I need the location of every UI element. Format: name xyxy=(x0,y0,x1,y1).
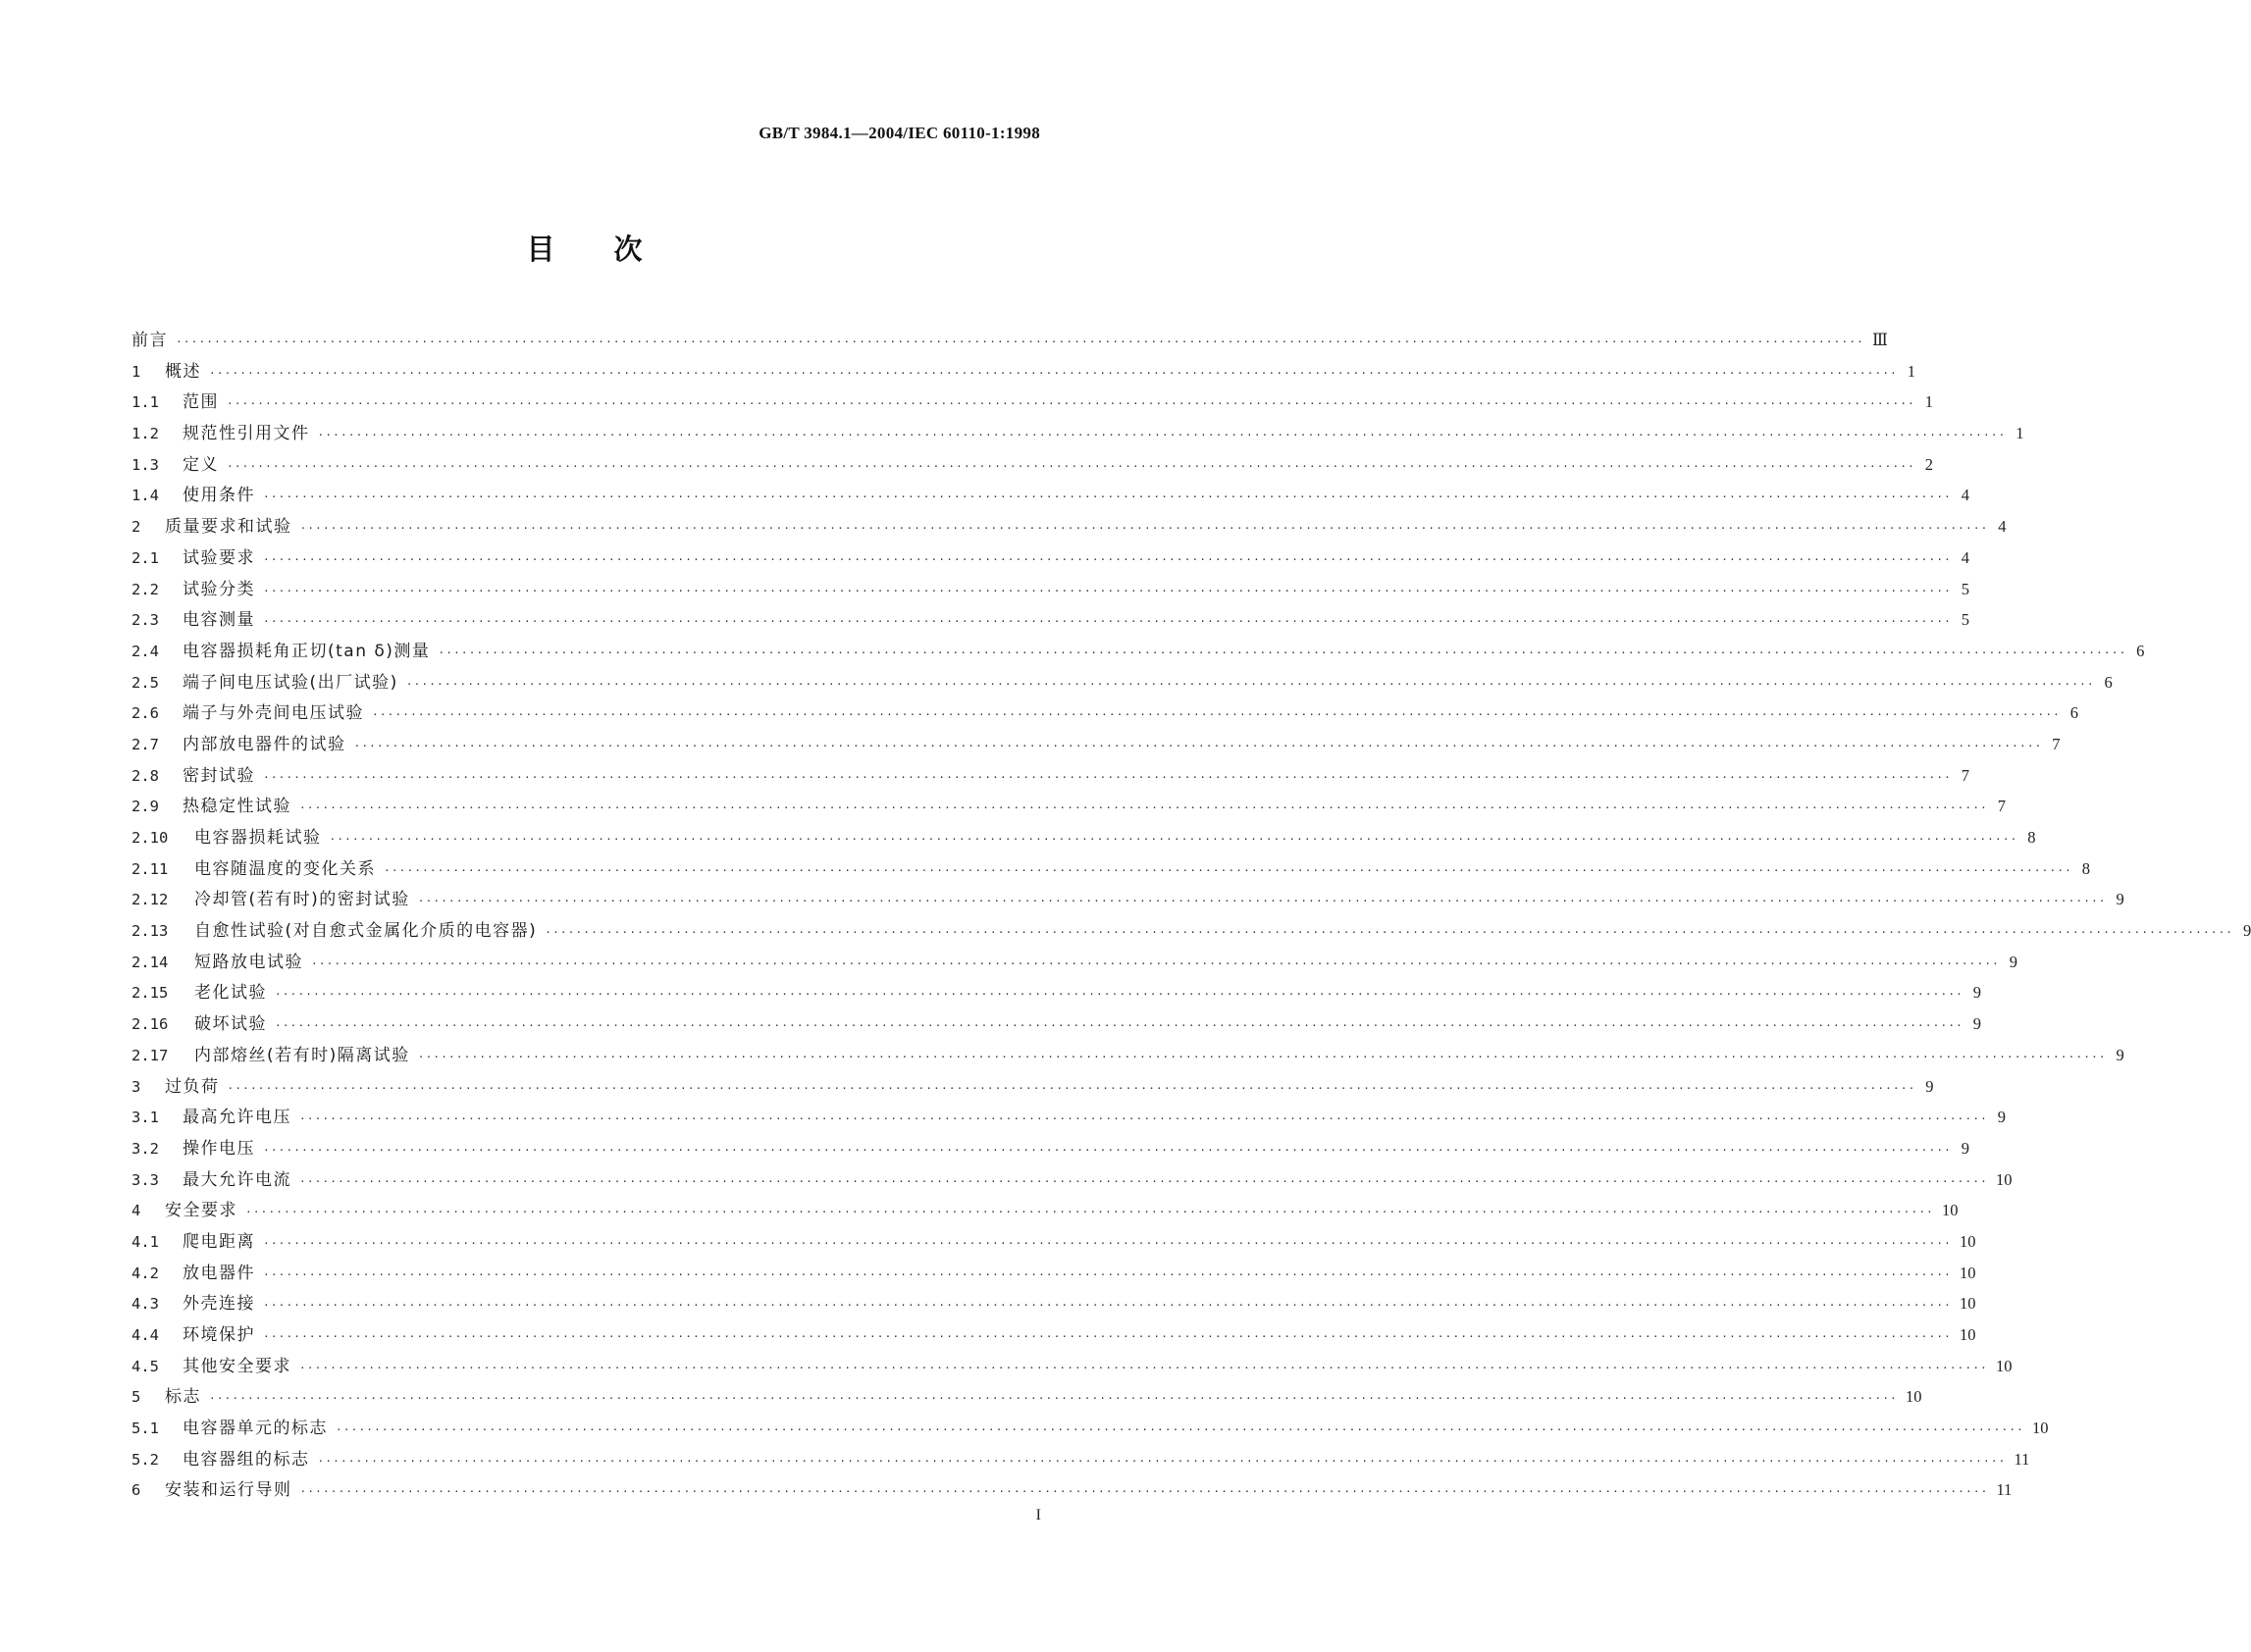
toc-entry-page: 1 xyxy=(1924,392,1933,412)
dot-leader: ···························································································································································································································· xyxy=(299,1361,1988,1374)
toc-entry-number: 2.16 xyxy=(131,1015,169,1034)
toc-entry-title: 电容器组的标志 xyxy=(183,1449,310,1470)
toc-entry[interactable] xyxy=(131,1072,1934,1104)
toc-entry-title: 范围 xyxy=(183,392,219,413)
toc-entry-number: 2.11 xyxy=(131,859,169,878)
toc-entry-page: 9 xyxy=(2116,1045,2124,1064)
toc-entry-title: 最高允许电压 xyxy=(183,1108,291,1128)
toc-entry-title: 端子与外壳间电压试验 xyxy=(183,703,364,724)
toc-entry-title: 老化试验 xyxy=(194,983,267,1004)
toc-entry-number: 1.4 xyxy=(131,487,159,505)
toc-entry[interactable] xyxy=(131,668,2113,699)
toc-entry-title: 定义 xyxy=(183,454,219,475)
toc-entry-number: 2.5 xyxy=(131,673,159,692)
toc-entry-number: 4 xyxy=(131,1202,141,1220)
toc-entry-title: 其他安全要求 xyxy=(183,1356,291,1376)
toc-entry-page: 5 xyxy=(1961,610,1969,630)
toc-entry-title: 规范性引用文件 xyxy=(183,424,310,444)
toc-entry[interactable] xyxy=(131,948,2017,979)
toc-entry-number: 6 xyxy=(131,1481,141,1500)
toc-entry-number: 2.14 xyxy=(131,953,169,971)
toc-entry-page: 9 xyxy=(2009,952,2017,971)
toc-entry[interactable] xyxy=(131,1352,2013,1383)
dot-leader: ···························································································································································································································· xyxy=(353,739,2043,752)
dot-leader: ···························································································································································································································· xyxy=(263,1143,1952,1157)
toc-entry[interactable] xyxy=(131,761,1969,793)
toc-entry-number: 3.2 xyxy=(131,1139,159,1158)
toc-entry[interactable] xyxy=(131,543,1969,575)
toc-entry[interactable] xyxy=(131,605,1969,637)
toc-entry[interactable] xyxy=(131,1382,1922,1414)
toc-entry-page: 10 xyxy=(1941,1201,1959,1220)
dot-leader: ···························································································································································································································· xyxy=(209,366,1898,380)
toc-entry-number: 5 xyxy=(131,1388,141,1407)
toc-entry[interactable] xyxy=(131,1165,2013,1197)
toc-entry[interactable] xyxy=(131,450,1933,482)
toc-entry-title: 环境保护 xyxy=(183,1325,255,1345)
dot-leader: ···························································································································································································································· xyxy=(336,1423,2024,1437)
toc-entry-page: 11 xyxy=(2014,1449,2030,1469)
dot-leader: ···························································································································································································································· xyxy=(317,429,2007,442)
toc-entry-page: 4 xyxy=(1961,486,1969,505)
toc-entry-title: 过负荷 xyxy=(165,1076,220,1097)
dot-leader: ···························································································································································································································· xyxy=(263,615,1952,629)
toc-entry[interactable] xyxy=(131,1320,1976,1352)
toc-entry[interactable] xyxy=(131,885,2124,916)
toc-entry-page: 7 xyxy=(1997,797,2006,816)
dot-leader: ···························································································································································································································· xyxy=(263,552,1952,566)
dot-leader: ···························································································································································································································· xyxy=(176,336,1864,348)
toc-entry[interactable] xyxy=(131,1414,2049,1445)
toc-entry-page: 10 xyxy=(1959,1294,1976,1314)
toc-entry-page: 6 xyxy=(2069,703,2078,723)
dot-leader: ···························································································································································································································· xyxy=(263,770,1952,784)
toc-entry-number: 2.17 xyxy=(131,1046,169,1064)
dot-leader: ···························································································································································································································· xyxy=(275,988,1963,1002)
toc-entry-page: 10 xyxy=(2031,1419,2049,1438)
toc-entry-title: 电容随温度的变化关系 xyxy=(194,858,376,879)
toc-entry[interactable] xyxy=(131,637,2145,668)
toc-entry-page: 8 xyxy=(2027,828,2036,847)
toc-entry-page: 10 xyxy=(1959,1325,1976,1344)
toc-entry-page: 11 xyxy=(1996,1480,2013,1500)
toc-entry-page: 10 xyxy=(1959,1231,1976,1251)
toc-entry[interactable] xyxy=(131,978,1981,1009)
toc-entry[interactable] xyxy=(131,730,2061,761)
toc-entry-title: 操作电压 xyxy=(183,1138,255,1159)
toc-entry-number: 3.3 xyxy=(131,1170,159,1189)
toc-entry-page: 10 xyxy=(1905,1387,1922,1407)
dot-leader: ···························································································································································································································· xyxy=(417,1050,2107,1063)
toc-entry[interactable] xyxy=(131,823,2036,854)
toc-entry[interactable] xyxy=(131,1103,2006,1134)
page-title: 目次 xyxy=(526,232,702,266)
dot-leader: ···························································································································································································································· xyxy=(545,926,2234,940)
toc-entry-number: 2.4 xyxy=(131,642,159,660)
dot-leader: ···························································································································································································································· xyxy=(372,708,2061,722)
toc-entry[interactable] xyxy=(131,854,2090,886)
dot-leader: ···························································································································································································································· xyxy=(275,1019,1963,1033)
toc-entry-page: 6 xyxy=(2136,641,2145,660)
dot-leader: ···························································································································································································································· xyxy=(263,584,1952,597)
dot-leader: ···························································································································································································································· xyxy=(263,1267,1952,1281)
toc-entry-number: 1.1 xyxy=(131,393,159,412)
toc-entry-number: 4.1 xyxy=(131,1232,159,1251)
toc-entry-page: 9 xyxy=(1961,1138,1969,1158)
toc-entry-page: 10 xyxy=(1959,1263,1976,1282)
toc-entry-title: 端子间电压试验(出厂试验) xyxy=(183,672,398,693)
toc-entry-title: 自愈性试验(对自愈式金属化介质的电容器) xyxy=(194,921,538,942)
dot-leader: ···························································································································································································································· xyxy=(311,956,2000,970)
toc-entry-title: 热稳定性试验 xyxy=(183,797,291,817)
toc-entry-number: 4.5 xyxy=(131,1357,159,1375)
toc-entry-number: 2 xyxy=(131,518,141,537)
table-of-contents xyxy=(131,326,2251,1507)
toc-entry[interactable] xyxy=(131,357,1915,388)
toc-entry[interactable] xyxy=(131,1009,1981,1041)
toc-entry-number: 2.9 xyxy=(131,798,159,816)
toc-entry-title: 概述 xyxy=(165,361,201,382)
toc-entry-title: 电容器损耗角正切(tan δ)测量 xyxy=(183,641,431,661)
toc-entry-page: 8 xyxy=(2081,858,2090,878)
dot-leader: ···························································································································································································································· xyxy=(227,1081,1916,1095)
dot-leader: ···························································································································································································································· xyxy=(245,1206,1934,1219)
toc-entry-page: 4 xyxy=(1998,517,2007,537)
toc-entry-number: 1.3 xyxy=(131,455,159,474)
dot-leader: ···························································································································································································································· xyxy=(299,801,1988,815)
toc-entry-title: 破坏试验 xyxy=(194,1014,267,1035)
toc-entry-page: 9 xyxy=(1925,1076,1934,1096)
toc-entry-title: 放电器件 xyxy=(183,1263,255,1283)
toc-entry-title: 质量要求和试验 xyxy=(165,517,292,538)
dot-leader: ···························································································································································································································· xyxy=(405,677,2095,691)
dot-leader: ···························································································································································································································· xyxy=(227,459,1915,473)
toc-entry[interactable] xyxy=(131,326,1888,357)
dot-leader: ···························································································································································································································· xyxy=(263,1299,1952,1313)
toc-entry-number: 4.2 xyxy=(131,1264,159,1282)
toc-entry[interactable] xyxy=(131,1227,1976,1259)
toc-entry-title: 试验分类 xyxy=(183,579,255,599)
toc-entry-number: 2.2 xyxy=(131,580,159,598)
toc-entry-number: 1.2 xyxy=(131,425,159,443)
dot-leader: ···························································································································································································································· xyxy=(209,1392,1898,1406)
toc-entry-title: 标志 xyxy=(165,1387,201,1408)
toc-entry-number: 5.1 xyxy=(131,1420,159,1438)
toc-entry-page: 9 xyxy=(2242,921,2251,941)
toc-entry[interactable] xyxy=(131,575,1969,606)
dot-leader: ···························································································································································································································· xyxy=(227,397,1915,411)
toc-entry[interactable] xyxy=(131,1196,1959,1227)
toc-entry[interactable] xyxy=(131,419,2024,450)
dot-leader: ···························································································································································································································· xyxy=(299,1112,1988,1126)
toc-entry-title: 电容器损耗试验 xyxy=(194,828,322,848)
toc-entry-title: 电容测量 xyxy=(183,610,255,631)
toc-entry-page: 2 xyxy=(1924,454,1933,474)
toc-entry-title: 安全要求 xyxy=(165,1201,237,1221)
dot-leader: ···························································································································································································································· xyxy=(329,833,2018,846)
toc-entry-number: 2.10 xyxy=(131,829,169,847)
toc-entry-page: 1 xyxy=(2015,424,2024,443)
dot-leader: ···························································································································································································································· xyxy=(299,1174,1988,1188)
toc-entry-page: 9 xyxy=(2116,890,2124,909)
toc-entry-title: 安装和运行导则 xyxy=(165,1480,292,1501)
toc-entry-title: 试验要求 xyxy=(183,547,255,568)
toc-entry[interactable] xyxy=(131,512,2007,543)
toc-entry-page: 4 xyxy=(1961,547,1969,567)
toc-entry-title: 爬电距离 xyxy=(183,1231,255,1252)
toc-entry-number: 3.1 xyxy=(131,1109,159,1127)
dot-leader: ···························································································································································································································· xyxy=(317,1454,2007,1468)
toc-entry-number: 2.3 xyxy=(131,611,159,630)
toc-entry[interactable] xyxy=(131,1475,2013,1507)
toc-entry-page: 10 xyxy=(1995,1356,2013,1375)
toc-entry-number: 3 xyxy=(131,1077,141,1096)
toc-entry[interactable] xyxy=(131,1134,1969,1165)
toc-entry-number: 2.15 xyxy=(131,984,169,1003)
toc-entry-title: 使用条件 xyxy=(183,486,255,506)
toc-entry-number: 2.1 xyxy=(131,548,159,567)
toc-entry-page: Ⅲ xyxy=(1871,331,1888,349)
dot-leader: ···························································································································································································································· xyxy=(299,522,1989,536)
toc-entry[interactable] xyxy=(131,1259,1976,1290)
toc-entry-page: 9 xyxy=(1972,983,1981,1003)
dot-leader: ···························································································································································································································· xyxy=(438,645,2127,659)
toc-entry-page: 9 xyxy=(1972,1014,1981,1034)
toc-entry-number: 2.7 xyxy=(131,735,159,753)
dot-leader: ···························································································································································································································· xyxy=(384,863,2072,877)
toc-entry[interactable] xyxy=(131,1445,2030,1476)
dot-leader: ···························································································································································································································· xyxy=(299,1485,1989,1499)
toc-entry-number: 2.12 xyxy=(131,891,169,909)
toc-entry-number: 5.2 xyxy=(131,1450,159,1469)
toc-entry-title: 外壳连接 xyxy=(183,1294,255,1315)
toc-entry[interactable] xyxy=(131,1289,1976,1320)
toc-entry-page: 6 xyxy=(2104,672,2113,692)
toc-entry-title: 最大允许电流 xyxy=(183,1169,291,1190)
toc-entry-title: 前言 xyxy=(131,331,168,350)
dot-leader: ···························································································································································································································· xyxy=(263,490,1952,504)
toc-entry-page: 7 xyxy=(1961,765,1969,785)
toc-entry-title: 冷却管(若有时)的密封试验 xyxy=(194,890,410,910)
toc-entry-number: 1 xyxy=(131,362,141,381)
dot-leader: ···························································································································································································································· xyxy=(417,895,2107,908)
toc-entry-title: 短路放电试验 xyxy=(194,952,303,972)
toc-entry-page: 7 xyxy=(2052,734,2061,753)
standard-number: GB/T 3984.1—2004/IEC 60110-1:1998 xyxy=(759,124,1040,142)
toc-entry-number: 2.8 xyxy=(131,766,159,785)
toc-entry[interactable] xyxy=(131,698,2078,730)
toc-entry[interactable] xyxy=(131,792,2006,823)
toc-entry-title: 电容器单元的标志 xyxy=(183,1419,328,1439)
toc-entry[interactable] xyxy=(131,916,2251,948)
toc-entry-page: 1 xyxy=(1907,361,1915,381)
toc-entry-page: 10 xyxy=(1995,1169,2013,1189)
toc-entry-title: 密封试验 xyxy=(183,765,255,786)
toc-entry[interactable] xyxy=(131,481,1969,512)
dot-leader: ···························································································································································································································· xyxy=(263,1236,1952,1250)
page-number: I xyxy=(1035,1507,1041,1523)
dot-leader: ···························································································································································································································· xyxy=(263,1330,1952,1343)
toc-entry-number: 4.4 xyxy=(131,1326,159,1344)
toc-entry-number: 2.13 xyxy=(131,922,169,941)
toc-entry[interactable] xyxy=(131,1041,2124,1072)
toc-entry[interactable] xyxy=(131,387,1933,419)
toc-entry-title: 内部放电器件的试验 xyxy=(183,734,346,754)
toc-entry-title: 内部熔丝(若有时)隔离试验 xyxy=(194,1045,410,1065)
toc-entry-page: 5 xyxy=(1961,579,1969,598)
toc-entry-number: 4.3 xyxy=(131,1295,159,1314)
toc-entry-number: 2.6 xyxy=(131,704,159,723)
toc-entry-page: 9 xyxy=(1997,1108,2006,1127)
